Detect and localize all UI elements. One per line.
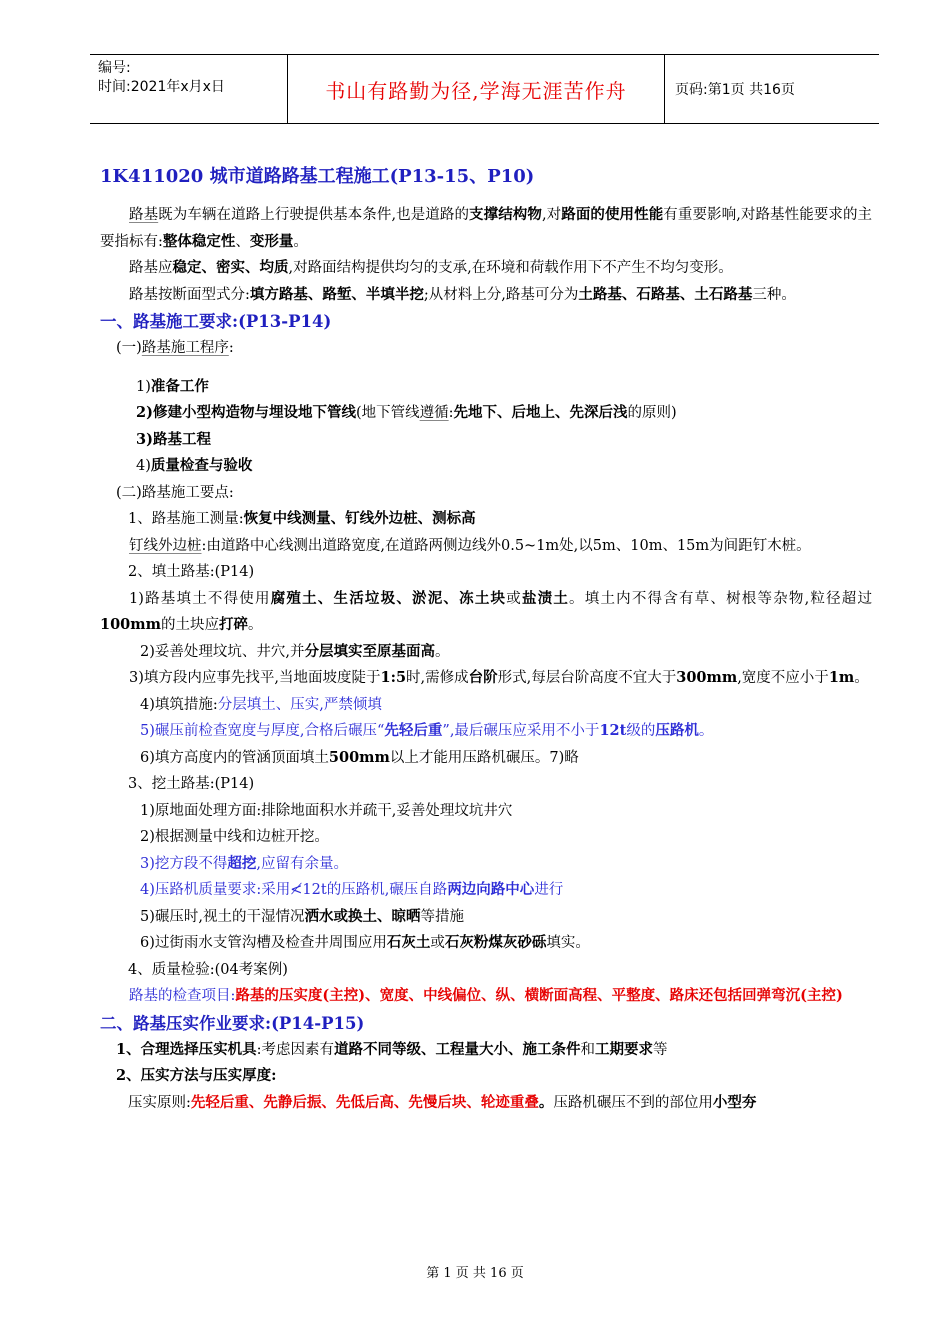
- section-1-heading: 一、路基施工要求:(P13-P14): [100, 312, 332, 331]
- page-header: [90, 54, 879, 124]
- cut-item-5: 5)碾压时,视土的干湿情况洒水或换土、晾晒等措施: [140, 907, 464, 925]
- fill-item-3: 3)填方段内应事先找平,当地面坡度陡于1:5时,需修成台阶形式,每层台阶高度不宜大于300mm,宽度不应小于1m。: [129, 669, 869, 686]
- cut-item-3: 3)挖方段不得超挖,应留有余量。: [140, 854, 348, 872]
- page-footer: 第 1 页 共 16 页: [426, 1266, 524, 1281]
- cut-item-4: 4)压路机质量要求:采用≮12t的压路机,碾压自路两边向路中心进行: [140, 881, 564, 898]
- fill-item-2: 2)妥善处理坟坑、井穴,并分层填实至原基面高。: [140, 642, 450, 660]
- step-4: 4)质量检查与验收: [136, 457, 253, 474]
- sub-heading-procedure: (一)路基施工程序:: [116, 340, 234, 356]
- header-meta: [90, 55, 288, 123]
- sub-heading-points: (二)路基施工要点:: [116, 484, 234, 501]
- step-2: 2)修建小型构造物与埋设地下管线(地下管线遵循:先地下、后地上、先深后浅的原则): [136, 404, 677, 421]
- cut-item-6: 6)过街雨水支管沟槽及检查井周围应用石灰土或石灰粉煤灰砂砾填实。: [140, 934, 590, 951]
- fill-heading: 2、填土路基:(P14): [128, 564, 255, 580]
- fill-item-4: 4)填筑措施:分层填土、压实,严禁倾填: [140, 696, 382, 713]
- number-label: 编号:: [98, 60, 131, 76]
- survey-item: 1、路基施工测量:恢复中线测量、钉线外边桩、测标高: [128, 510, 476, 527]
- compaction-principle: 压实原则:先轻后重、先静后振、先低后高、先慢后块、轮迹重叠。压路机碾压不到的部位用小型夯: [128, 1093, 757, 1111]
- compaction-item-2: 2、压实方法与压实厚度:: [116, 1067, 277, 1084]
- stake-paragraph: 钉线外边桩:由道路中心线测出道路宽度,在道路两侧边线外0.5~1m处,以5m、10m、15m为间距钉木桩。: [129, 537, 811, 554]
- header-motto: 书山有路勤为径,学海无涯苦作舟: [288, 55, 665, 123]
- intro-paragraph-2: 路基应稳定、密实、均质,对路面结构提供均匀的支承,在环境和荷载作用下不产生不均匀变形。: [129, 259, 733, 276]
- section-2-heading: 二、路基压实作业要求:(P14-P15): [100, 1013, 365, 1033]
- intro-paragraph-3: 路基按断面型式分:填方路基、路堑、半填半挖;从材料上分,路基可分为土路基、石路基、土石路基三种。: [129, 285, 796, 303]
- document-title: 1K411020 城市道路路基工程施工(P13-15、P10): [100, 166, 535, 187]
- qc-paragraph: 路基的检查项目:路基的压实度(主控)、宽度、中线偏位、纵、横断面高程、平整度、路床还包括回弹弯沉(主控): [129, 987, 843, 1004]
- fill-item-6: 6)填方高度内的管涵顶面填土500mm以上才能用压路机碾压。7)略: [140, 748, 579, 766]
- compaction-item-1: 1、合理选择压实机具:考虑因素有道路不同等级、工程量大小、施工条件和工期要求等: [116, 1040, 668, 1058]
- time-label: 时间:2021年x月x日: [98, 79, 225, 95]
- fill-item-5: 5)碾压前检查宽度与厚度,合格后碾压“先轻后重”,最后碾压应采用不小于12t级的压路机。: [140, 722, 714, 739]
- document-body: [100, 160, 872, 1116]
- fill-item-1: 1)路基填土不得使用腐殖土、生活垃圾、淤泥、冻土块或盐渍土。填土内不得含有草、树根等杂物,粒径超过100mm的土块应打碎。: [100, 589, 872, 633]
- cut-item-2: 2)根据测量中线和边桩开挖。: [140, 829, 329, 845]
- intro-paragraph-1: 路基既为车辆在道路上行驶提供基本条件,也是道路的支撑结构物,对路面的使用性能有重要影响,对路基性能要求的主要指标有:整体稳定性、变形量。: [100, 206, 873, 250]
- step-3: 3)路基工程: [136, 430, 211, 448]
- cut-item-1: 1)原地面处理方面:排除地面积水并疏干,妥善处理坟坑井穴: [140, 802, 513, 819]
- header-page-info: 页码:第1页 共16页: [675, 82, 795, 98]
- cut-heading: 3、挖土路基:(P14): [128, 776, 255, 792]
- qc-heading: 4、质量检验:(04考案例): [128, 961, 288, 978]
- step-1: 1)准备工作: [136, 377, 209, 395]
